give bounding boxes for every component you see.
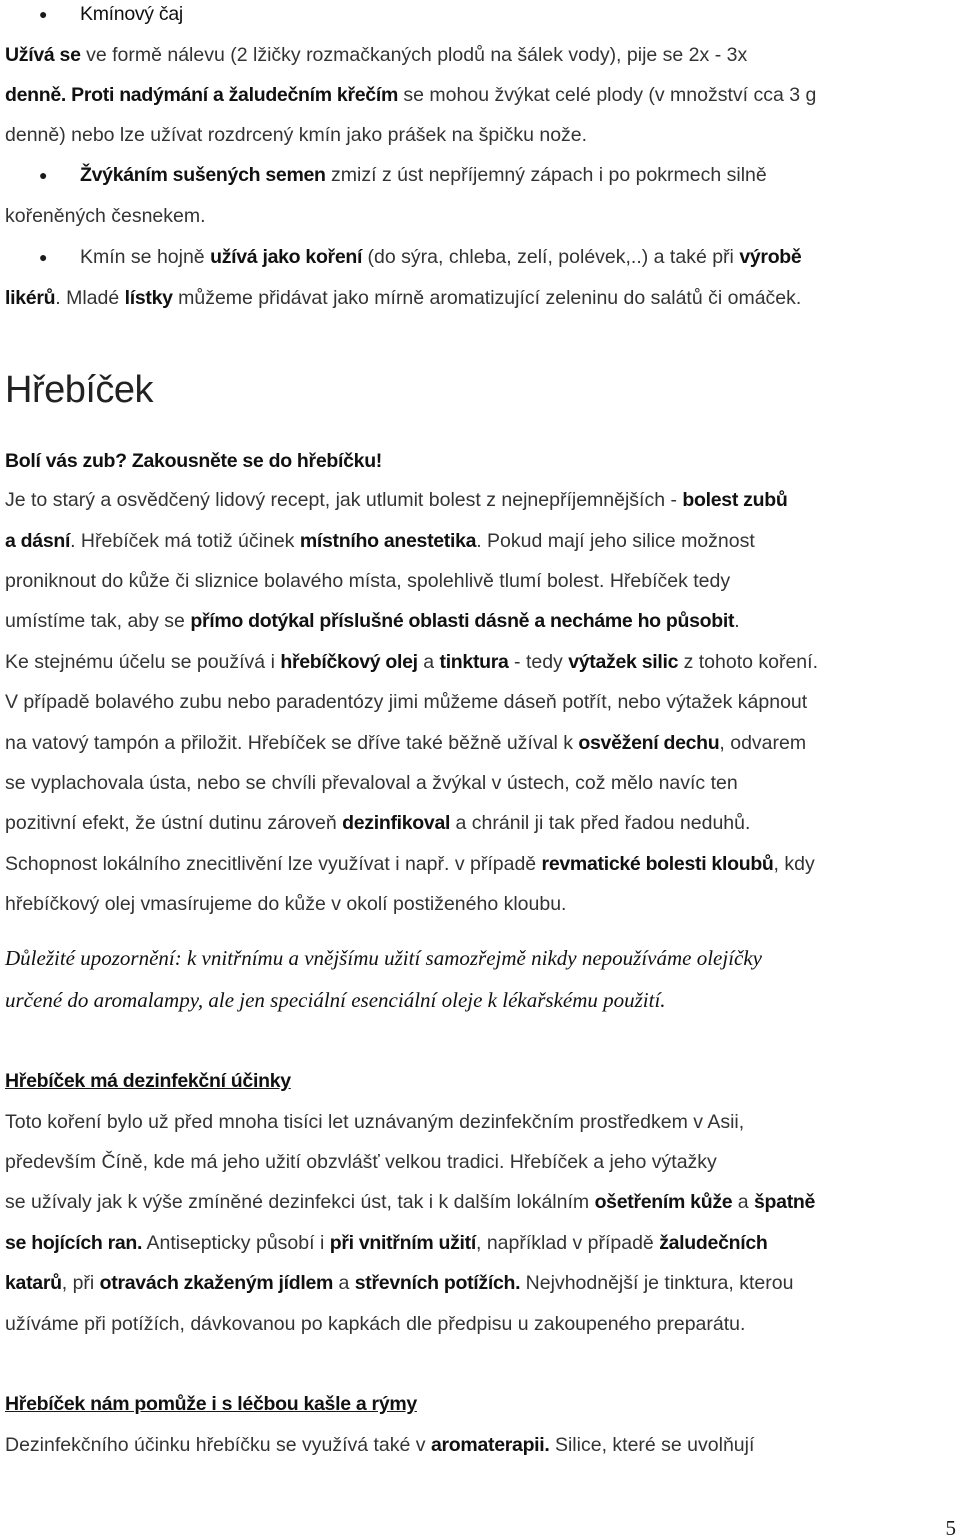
emphasis-text: otravách zkaženým jídlem: [99, 1272, 334, 1294]
text-line: [80, 2, 183, 26]
emphasis-text: revmatické bolesti kloubů: [541, 853, 774, 875]
body-text: ve formě nálevu (2 lžičky rozmačkaných plodů na šálek vody), pije se 2x - 3x: [80, 44, 748, 66]
body-text: a: [732, 1191, 755, 1213]
bullet-icon: ●: [39, 249, 48, 265]
body-text: Kmín se hojně: [80, 246, 211, 268]
emphasis-text: katarů: [5, 1272, 62, 1294]
emphasis-text: likérů: [5, 287, 56, 309]
emphasis-text: užívá jako koření: [210, 246, 363, 268]
text-line: [5, 1190, 815, 1214]
emphasis-text: žaludečních: [659, 1232, 768, 1254]
body-text: Je to starý a osvědčený lidový recept, jak utlumit bolest z nejnepříjemnějších -: [5, 489, 683, 511]
text-line: [5, 771, 738, 795]
text-line: [5, 1231, 768, 1255]
body-text: . Hřebíček má totiž účinek: [70, 530, 300, 552]
emphasis-text: místního anestetika: [299, 530, 477, 552]
emphasis-text: výtažek silic: [568, 651, 679, 673]
emphasis-text: dezinfikoval: [342, 812, 451, 834]
body-text: Dezinfekčního účinku hřebíčku se využívá také v: [5, 1434, 431, 1456]
text-line: [5, 123, 587, 147]
emphasis-text: a dásní: [5, 530, 71, 552]
body-text: Schopnost lokálního znecitlivění lze využívat i např. v případě: [5, 853, 542, 875]
body-text: užíváme při potížích, dávkovanou po kapkách dle předpisu u zakoupeného preparátu.: [5, 1313, 746, 1335]
text-line: [5, 892, 566, 916]
emphasis-text: hřebíčkový olej: [280, 651, 418, 673]
text-line: [80, 163, 767, 187]
section-heading: Hřebíček: [5, 369, 154, 411]
body-text: . Pokud mají jeho silice možnost: [476, 530, 755, 552]
emphasis-text: výrobě: [739, 246, 802, 268]
body-text: (do sýra, chleba, zelí, polévek,..) a také při: [362, 246, 740, 268]
body-text: V případě bolavého zubu nebo paradentózy jimi můžeme dáseň potřít, nebo výtažek kápnout: [5, 691, 808, 713]
text-line: [5, 1312, 745, 1336]
bullet-icon: ●: [39, 167, 48, 183]
body-text: , při: [61, 1272, 100, 1294]
body-text: Silice, které se uvolňují: [549, 1434, 755, 1456]
text-line: [5, 488, 787, 512]
body-text: a: [333, 1272, 355, 1294]
emphasis-text: Bolí vás zub? Zakousněte se do hřebíčku!: [5, 450, 383, 472]
text-line: [5, 1150, 717, 1174]
body-text: , kdy: [773, 853, 815, 875]
body-text: .: [734, 610, 740, 632]
body-text: pozitivní efekt, že ústní dutinu zároveň: [5, 812, 343, 834]
body-text: Antisepticky působí i: [142, 1232, 330, 1254]
text-line: [5, 204, 206, 228]
emphasis-text: Žvýkáním sušených semen: [80, 164, 326, 186]
text-line: [5, 1271, 793, 1295]
body-text: hřebíčkový olej vmasírujeme do kůže v okolí postiženého kloubu.: [5, 893, 567, 915]
text-line: [5, 1433, 754, 1457]
warning-note-line-2: určené do aromalampy, ale jen speciální esenciální oleje k lékařskému použití.: [5, 988, 666, 1012]
text-line: [5, 1392, 417, 1416]
emphasis-text: bolest zubů: [682, 489, 788, 511]
text-line: [5, 609, 740, 633]
body-text: se vyplachovala ústa, nebo se chvíli převaloval a žvýkal v ústech, což mělo navíc ten: [5, 772, 738, 794]
body-text: a: [417, 651, 440, 673]
body-text: na vatový tampón a přiložit. Hřebíček se dříve také běžně užíval k: [5, 732, 579, 754]
body-text: denně) nebo lze užívat rozdrcený kmín jako prášek na špičku nože.: [5, 124, 588, 146]
emphasis-text: osvěžení dechu: [578, 732, 720, 754]
body-text: Toto koření bylo už před mnoha tisíci let uznávaným dezinfekčním prostředkem v Asii,: [5, 1111, 745, 1133]
text-line: [5, 83, 816, 107]
text-line: [5, 449, 382, 473]
text-line: [5, 43, 747, 67]
emphasis-text: střevních potížích.: [354, 1272, 521, 1294]
text-line: [5, 690, 807, 714]
body-text: můžeme přidávat jako mírně aromatizující zeleninu do salátů či omáček.: [172, 287, 802, 309]
body-text: z tohoto koření.: [678, 651, 818, 673]
warning-note-line-1: Důležité upozornění: k vnitřnímu a vnějšímu užití samozřejmě nikdy nepoužíváme olejíčky: [5, 946, 763, 970]
emphasis-text: při vnitřním užití: [329, 1232, 476, 1254]
body-text: - tedy: [508, 651, 569, 673]
emphasis-text: denně. Proti nadýmání a žaludečním křečím: [5, 84, 398, 106]
text-line: [5, 1110, 744, 1134]
body-text: Nejvhodnější je tinktura, kterou: [520, 1272, 794, 1294]
text-line: [5, 529, 755, 553]
emphasis-text: tinktura: [439, 651, 509, 673]
emphasis-text: lístky: [124, 287, 173, 309]
text-line: [5, 1069, 291, 1093]
body-text: , odvarem: [719, 732, 807, 754]
bullet-icon: ●: [39, 6, 48, 22]
body-text: . Mladé: [55, 287, 125, 309]
emphasis-text: špatně: [754, 1191, 816, 1213]
page-number: 5: [945, 1516, 956, 1540]
text-line: [5, 811, 750, 835]
emphasis-text: Užívá se: [5, 44, 81, 66]
body-text: zmizí z úst nepříjemný zápach i po pokrmech silně: [325, 164, 767, 186]
body-text: , například v případě: [475, 1232, 660, 1254]
text-line: [5, 731, 806, 755]
text-line: [5, 286, 801, 310]
text-line: [5, 569, 730, 593]
body-text: a chránil ji tak před řadou neduhů.: [450, 812, 751, 834]
emphasis-text: aromaterapii.: [430, 1434, 550, 1456]
body-text: kořeněných česnekem.: [5, 205, 206, 227]
text-line: [5, 650, 818, 674]
body-text: umístíme tak, aby se: [5, 610, 191, 632]
body-text: především Číně, kde má jeho užití obzvlášť velkou tradici. Hřebíček a jeho výtažky: [5, 1151, 717, 1173]
emphasis-text: Hřebíček má dezinfekční účinky: [5, 1070, 291, 1092]
text-line: [5, 852, 815, 876]
emphasis-text: se hojících ran.: [5, 1232, 143, 1254]
emphasis-text: Hřebíček nám pomůže i s léčbou kašle a rýmy: [5, 1393, 417, 1415]
body-text: proniknout do kůže či sliznice bolavého místa, spolehlivě tlumí bolest. Hřebíček tedy: [5, 570, 731, 592]
body-text: Ke stejnému účelu se používá i: [5, 651, 281, 673]
body-text: Kmínový čaj: [80, 3, 183, 25]
body-text: se užívaly jak k výše zmíněné dezinfekci úst, tak i k dalším lokálním: [5, 1191, 595, 1213]
text-line: [80, 245, 801, 269]
body-text: se mohou žvýkat celé plody (v množství cca 3 g: [398, 84, 817, 106]
emphasis-text: ošetřením kůže: [594, 1191, 733, 1213]
emphasis-text: přímo dotýkal příslušné oblasti dásně a necháme ho působit: [190, 610, 735, 632]
